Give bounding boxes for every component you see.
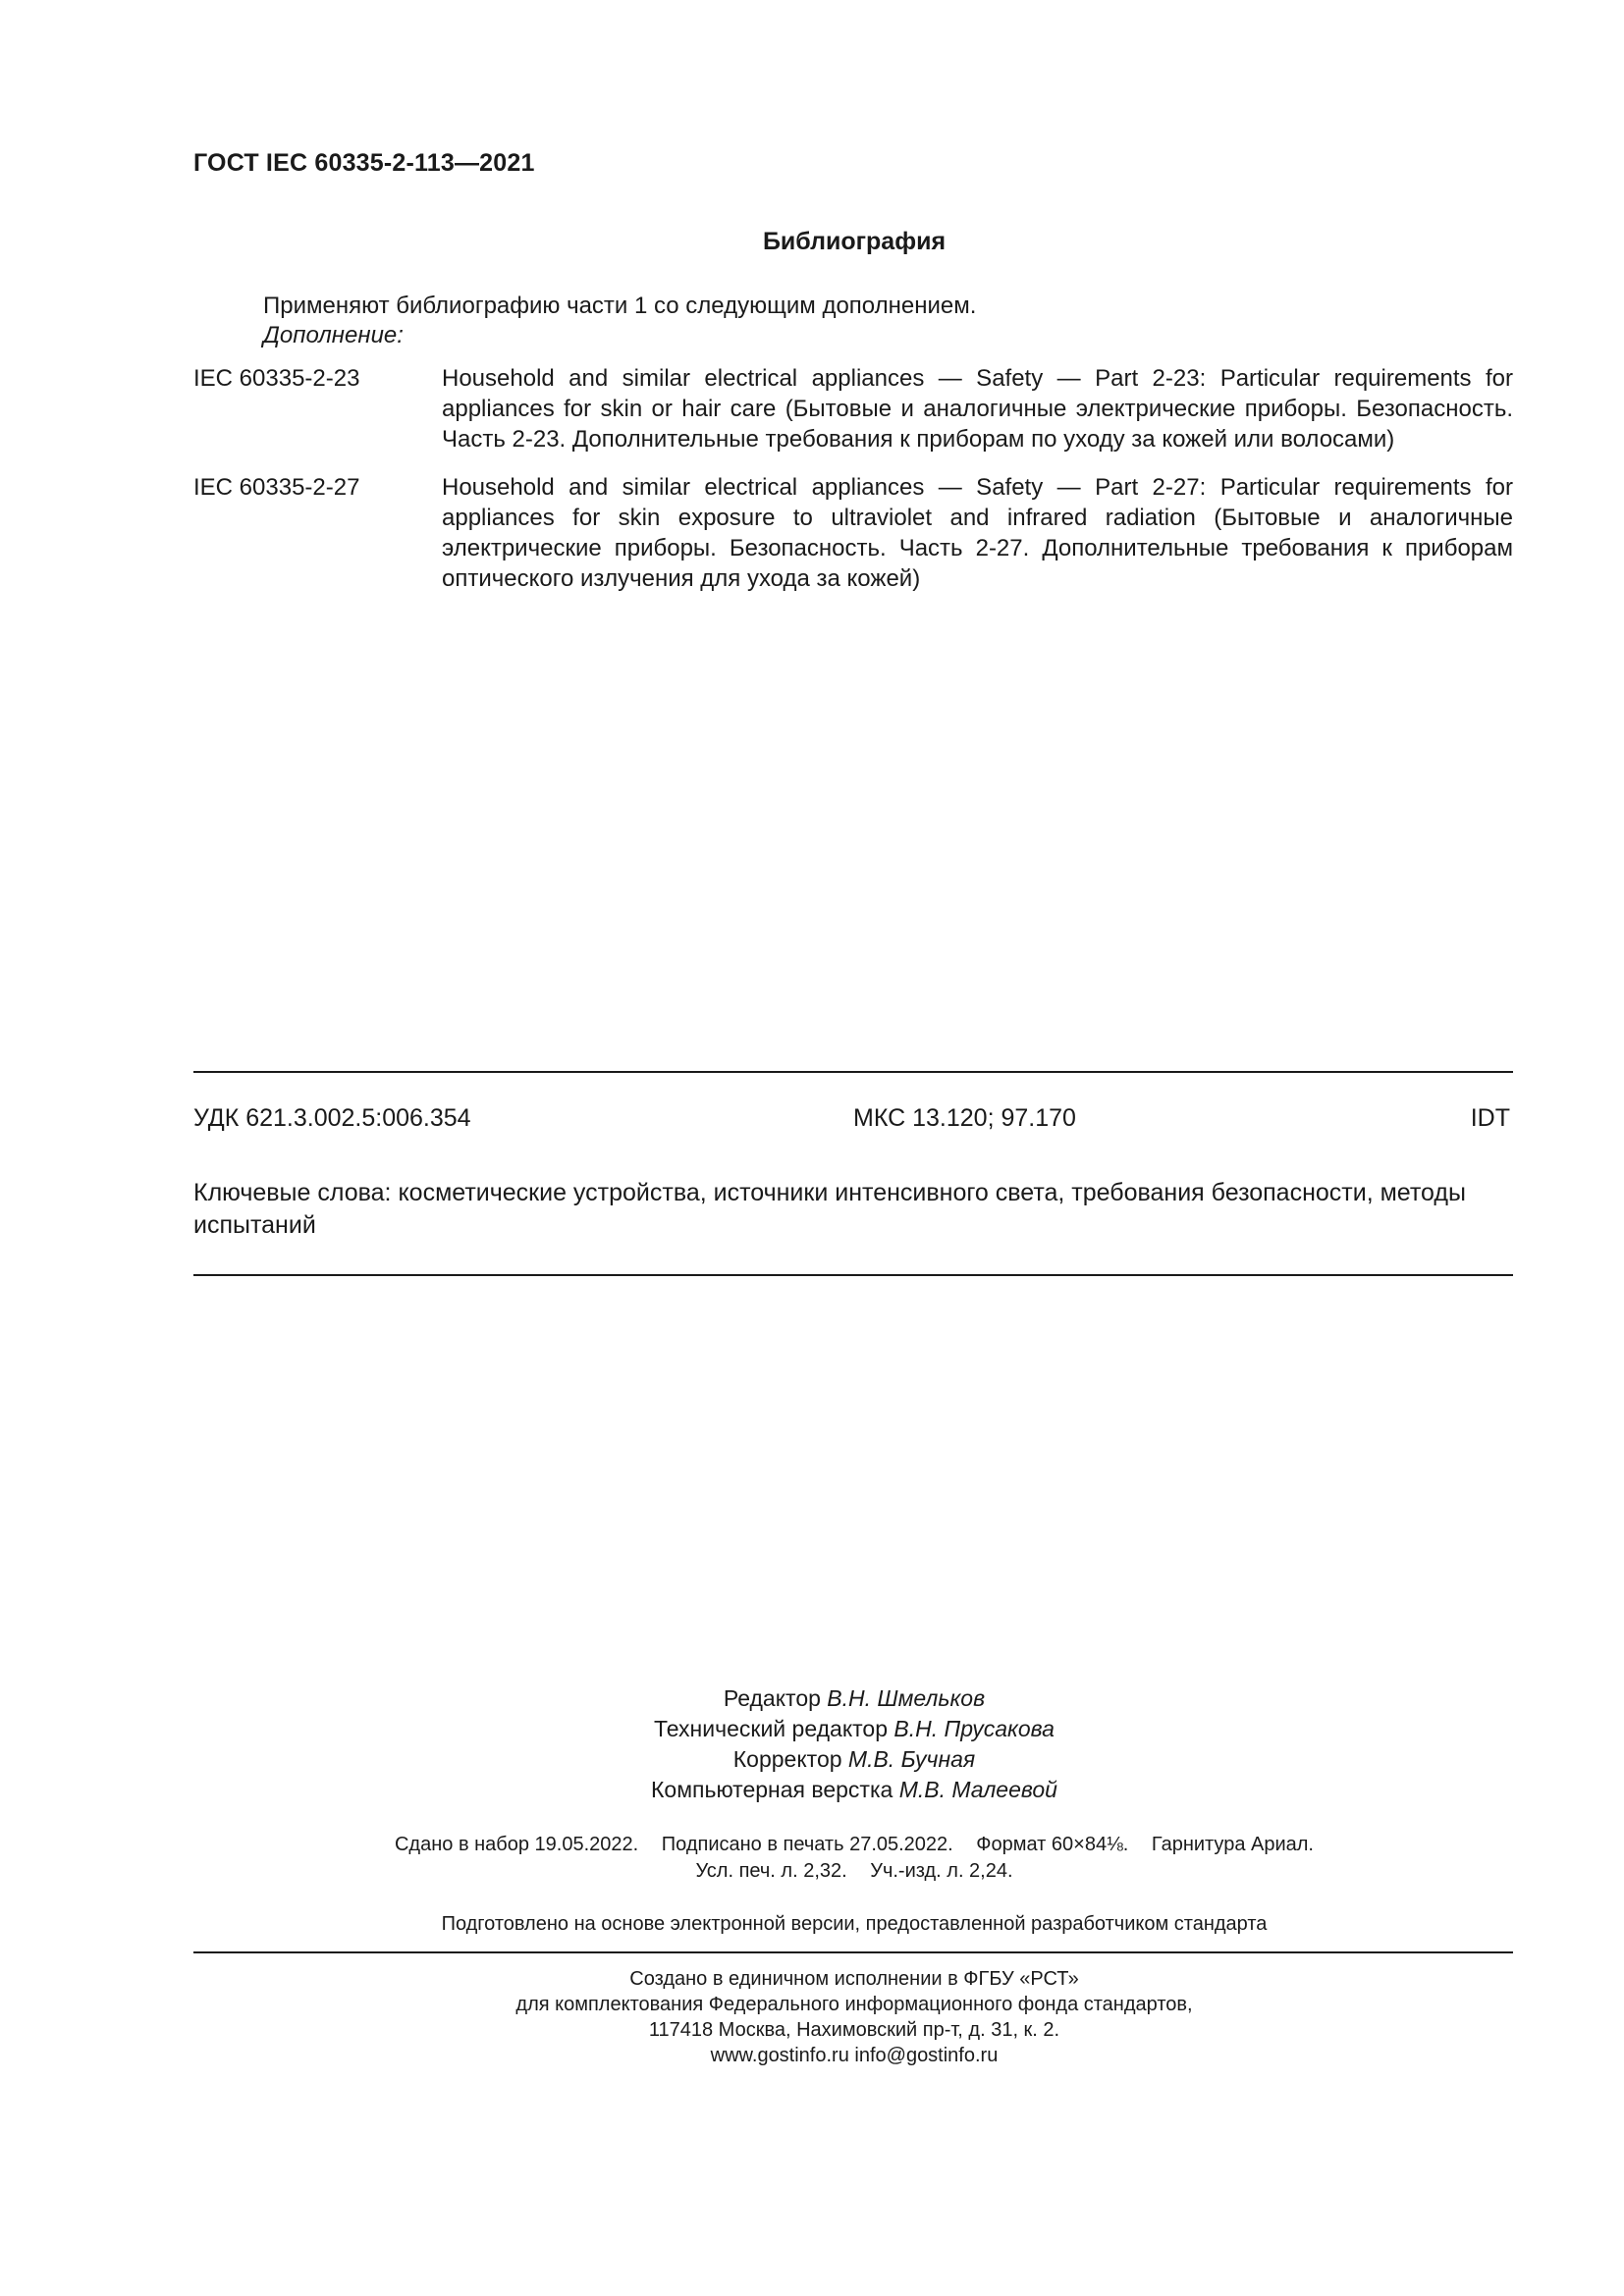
colophon-line: Создано в единичном исполнении в ФГБУ «РСТ» [629, 1968, 1079, 1990]
credit-role: Технический редактор [654, 1716, 889, 1741]
credit-name: М.В. Малеевой [898, 1777, 1057, 1802]
supplement-label: Дополнение: [263, 322, 404, 348]
imprint-typeset: Сдано в набор 19.05.2022. [394, 1834, 639, 1855]
mks-code: МКС 13.120; 97.170 [853, 1104, 1076, 1132]
bibliography-entry [193, 363, 1513, 454]
credit-layout [0, 1775, 1624, 1805]
divider [193, 1071, 1513, 1073]
colophon [0, 1966, 1624, 2068]
colophon-line: для комплектования Федерального информационного фонда стандартов, [515, 1994, 1193, 2015]
credit-role: Корректор [732, 1746, 842, 1772]
website-link[interactable]: www.gostinfo.ru [710, 2045, 849, 2066]
imprint-format: Формат 60×84⅛. [976, 1834, 1129, 1855]
document-id: ГОСТ IEC 60335-2-113—2021 [193, 149, 535, 177]
divider [193, 1274, 1513, 1276]
credit-name: М.В. Бучная [847, 1746, 976, 1772]
imprint-print-sheets: Усл. печ. л. 2,32. [695, 1860, 847, 1882]
reference-code: IEC 60335-2-23 [193, 365, 360, 392]
credit-name: В.Н. Шмельков [827, 1685, 986, 1711]
keywords: Ключевые слова: косметические устройства, источники интенсивного света, требования безопасности, методы испытаний [193, 1179, 1466, 1239]
email-link[interactable]: info@gostinfo.ru [854, 2045, 999, 2066]
bibliography-intro [263, 292, 976, 350]
bibliography-entry [193, 472, 1513, 594]
divider [193, 1951, 1513, 1953]
credits-block [0, 1683, 1624, 1805]
credit-name: В.Н. Прусакова [893, 1716, 1055, 1741]
imprint-font: Гарнитура Ариал. [1151, 1834, 1314, 1855]
imprint-pub-sheets: Уч.-изд. л. 2,24. [870, 1860, 1013, 1882]
imprint-block [0, 1832, 1624, 1885]
credit-editor [0, 1683, 1624, 1714]
prepared-note: Подготовлено на основе электронной версии, предоставленной разработчиком стандарта [441, 1913, 1268, 1935]
reference-description: Household and similar electrical appliances — Safety — Part 2-23: Particular requirements for appliances for skin or hair care (Бытовые и аналогичные электрические приборы. Безопасность. Часть 2-23. Дополнительные требования к приборам по уходу за кожей или волосами) [442, 365, 1513, 453]
colophon-links [0, 2043, 1624, 2068]
imprint-line-2 [0, 1858, 1624, 1885]
udk-code: УДК 621.3.002.5:006.354 [193, 1104, 471, 1132]
credit-tech-editor [0, 1714, 1624, 1744]
credit-role: Компьютерная верстка [651, 1777, 893, 1802]
colophon-line: 117418 Москва, Нахимовский пр-т, д. 31, к. 2. [648, 2019, 1060, 2041]
imprint-line-1 [0, 1832, 1624, 1858]
intro-text: Применяют библиографию части 1 со следующим дополнением. [263, 293, 977, 319]
reference-code: IEC 60335-2-27 [193, 474, 360, 501]
credit-role: Редактор [723, 1685, 821, 1711]
bibliography-title: Библиография [762, 228, 947, 255]
credit-proofreader [0, 1744, 1624, 1775]
reference-description: Household and similar electrical appliances — Safety — Part 2-27: Particular requirements for appliances for skin exposure to ultraviolet and infrared radiation (Бытовые и аналогичные электрические приборы. Безопасность. Часть 2-27. Дополнительные требования к приборам оптического излучения для ухода за кожей) [442, 474, 1513, 592]
imprint-signed: Подписано в печать 27.05.2022. [661, 1834, 953, 1855]
idt-mark: IDT [1470, 1104, 1510, 1132]
